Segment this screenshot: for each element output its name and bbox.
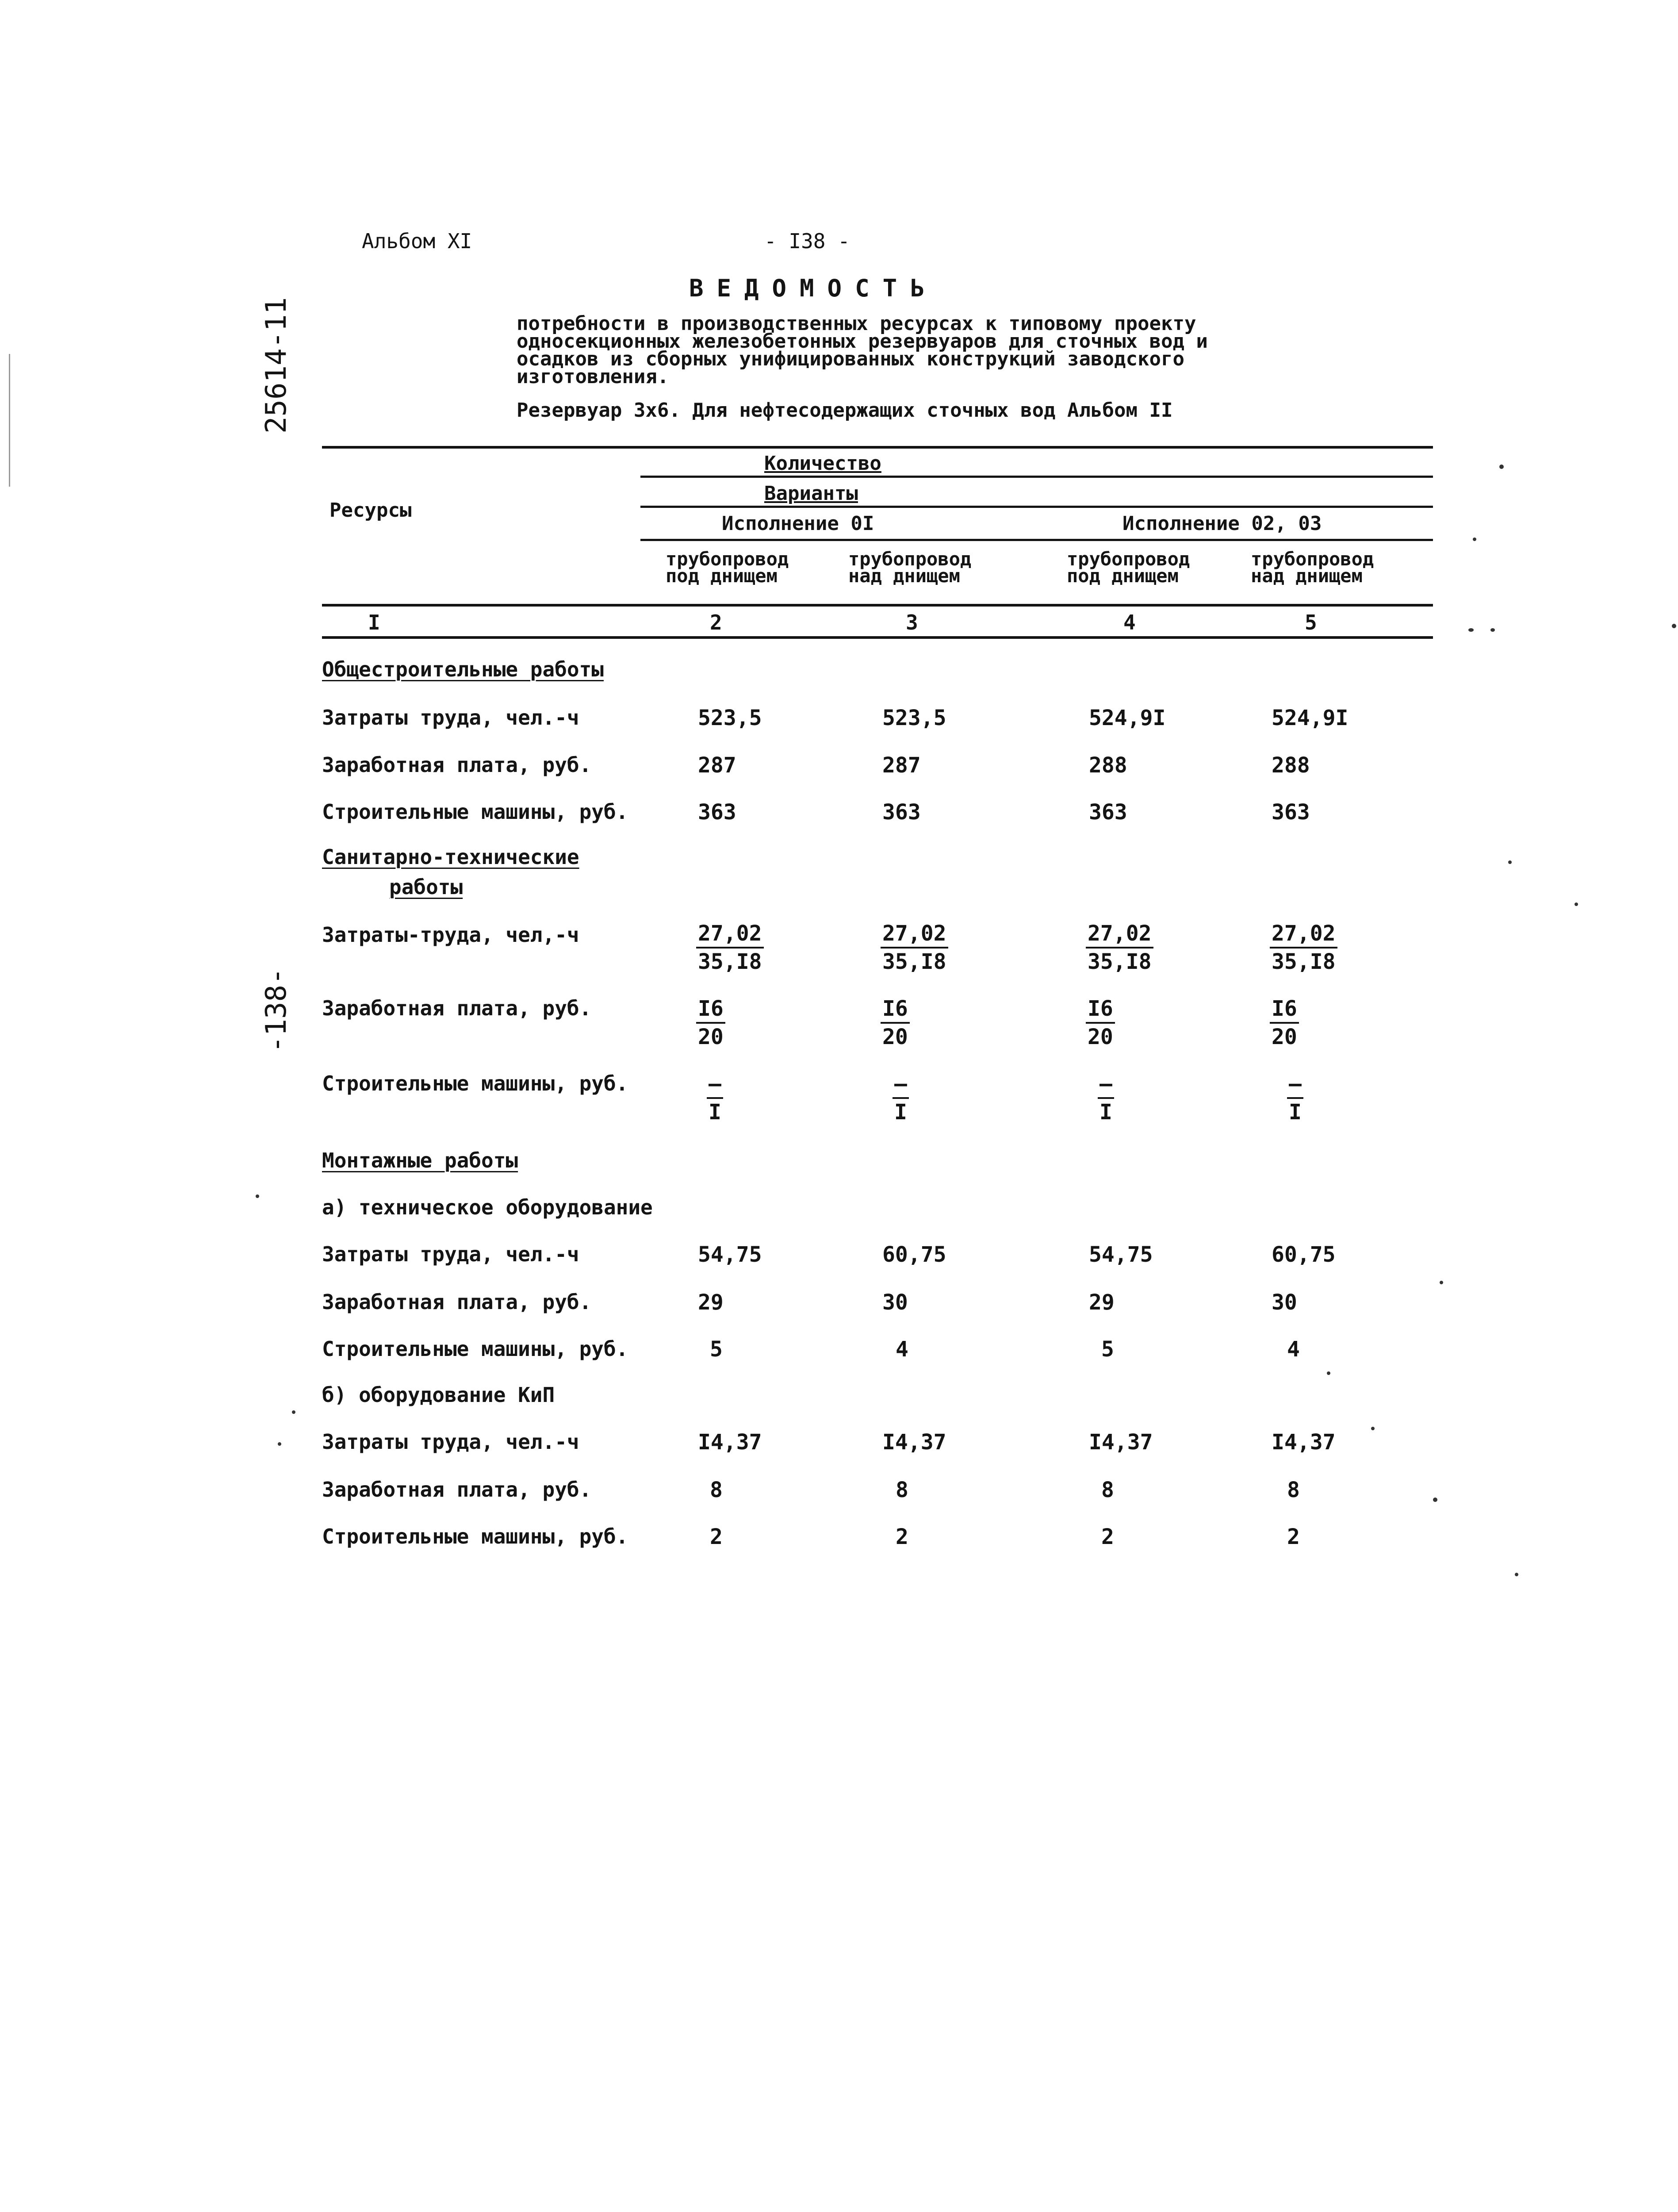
variants-rule bbox=[640, 506, 1433, 508]
section-general-construction: Общестроительные работы bbox=[322, 657, 604, 681]
fraction-cell bbox=[881, 995, 910, 1050]
fraction-denominator: 20 bbox=[1088, 1025, 1113, 1049]
variant-group-02-03: Исполнение 02, 03 bbox=[1122, 512, 1322, 535]
cell-value: 54,75 bbox=[1089, 1242, 1153, 1267]
cell-value: 363 bbox=[1272, 800, 1310, 825]
fraction-cell bbox=[696, 995, 725, 1050]
fraction-numerator: 27,02 bbox=[696, 920, 764, 949]
cell-value: 288 bbox=[1272, 753, 1310, 778]
cell-value: I4,37 bbox=[882, 1430, 946, 1455]
fraction-numerator: I6 bbox=[1086, 995, 1115, 1024]
cell-value: 30 bbox=[882, 1290, 908, 1315]
fraction-denominator: 35,I8 bbox=[882, 949, 946, 974]
fraction-cell bbox=[707, 1071, 723, 1125]
subcol-4-line-2: под днищем bbox=[1067, 565, 1179, 587]
colnum-1: I bbox=[368, 611, 380, 634]
cell-value: 8 bbox=[1101, 1478, 1114, 1502]
cell-value: 363 bbox=[882, 800, 921, 825]
scan-speck bbox=[1327, 1371, 1330, 1375]
cell-value: 4 bbox=[896, 1337, 908, 1362]
cell-value: I4,37 bbox=[698, 1430, 762, 1455]
colnum-bottom-rule bbox=[322, 636, 1433, 639]
cell-value: 29 bbox=[698, 1290, 724, 1315]
scan-speck bbox=[1672, 624, 1676, 628]
fraction-denominator: 35,I8 bbox=[698, 949, 762, 974]
row-label: Заработная плата, руб. bbox=[322, 996, 592, 1020]
cell-value: 8 bbox=[1287, 1478, 1300, 1502]
cell-value: 523,5 bbox=[882, 706, 946, 730]
subtitle-line-4: изготовления. bbox=[517, 365, 669, 388]
fraction-cell bbox=[1086, 995, 1115, 1050]
cell-value: 2 bbox=[1101, 1525, 1114, 1549]
fraction-cell bbox=[696, 920, 764, 975]
subcol-5-line-1: трубопровод bbox=[1251, 548, 1374, 570]
cell-value: 8 bbox=[896, 1478, 908, 1502]
section-sanitary-line-2: работы bbox=[389, 875, 463, 899]
colnum-5: 5 bbox=[1305, 611, 1317, 634]
fraction-cell bbox=[1270, 920, 1337, 975]
fraction-denominator: I bbox=[709, 1100, 721, 1125]
cell-value: 5 bbox=[710, 1337, 723, 1362]
row-label: Затраты труда, чел.-ч bbox=[322, 706, 579, 730]
colnum-4: 4 bbox=[1123, 611, 1136, 634]
subtitle-line-2: односекционных железобетонных резервуаров для сточных вод и bbox=[517, 330, 1208, 353]
row-label: Затраты труда, чел.-ч bbox=[322, 1430, 579, 1454]
scan-speck bbox=[1468, 628, 1474, 632]
row-label: Строительные машины, руб. bbox=[322, 800, 628, 824]
cell-value: 30 bbox=[1272, 1290, 1297, 1315]
fraction-numerator: 27,02 bbox=[881, 920, 948, 949]
subcol-5-line-2: над днищем bbox=[1251, 565, 1363, 587]
quantity-rule bbox=[640, 476, 1433, 478]
fraction-cell bbox=[881, 920, 948, 975]
subcol-2-line-2: под днищем bbox=[666, 565, 778, 587]
row-label: Строительные машины, руб. bbox=[322, 1525, 628, 1548]
subcol-4-header bbox=[1067, 548, 1190, 587]
fraction-denominator: I bbox=[1289, 1100, 1302, 1125]
fraction-numerator: 27,02 bbox=[1270, 920, 1337, 949]
cell-value: 287 bbox=[698, 753, 736, 778]
cell-value: 524,9I bbox=[1089, 706, 1166, 730]
row-label: Заработная плата, руб. bbox=[322, 753, 592, 777]
fraction-cell bbox=[1086, 920, 1153, 975]
resources-header: Ресурсы bbox=[329, 499, 412, 522]
execution-rule bbox=[640, 539, 1433, 541]
scan-speck bbox=[256, 1194, 259, 1198]
fraction-cell bbox=[1270, 995, 1299, 1050]
cell-value: 363 bbox=[1089, 800, 1127, 825]
cell-value: 5 bbox=[1101, 1337, 1114, 1362]
scan-speck bbox=[1575, 902, 1578, 906]
cell-value: 2 bbox=[896, 1525, 908, 1549]
cell-value: 2 bbox=[1287, 1525, 1300, 1549]
cell-value: 288 bbox=[1089, 753, 1127, 778]
fraction-numerator: I6 bbox=[881, 995, 910, 1024]
row-label: Затраты труда, чел.-ч bbox=[322, 1242, 579, 1266]
section-sanitary-line-1: Санитарно-технические bbox=[322, 845, 579, 869]
scan-speck bbox=[1499, 465, 1504, 469]
scan-edge-mark bbox=[9, 354, 10, 487]
cell-value: 287 bbox=[882, 753, 921, 778]
subcol-3-line-1: трубопровод bbox=[848, 548, 972, 570]
scan-speck bbox=[278, 1442, 281, 1446]
quantity-header: Количество bbox=[764, 452, 881, 475]
album-label: Альбом XI bbox=[362, 229, 472, 253]
fraction-denominator: 35,I8 bbox=[1088, 949, 1152, 974]
fraction-denominator: I bbox=[894, 1100, 907, 1125]
fraction-cell bbox=[1098, 1071, 1114, 1125]
cell-value: 60,75 bbox=[882, 1242, 946, 1267]
cell-value: 8 bbox=[710, 1478, 723, 1502]
colnum-2: 2 bbox=[710, 611, 722, 634]
subcol-4-line-1: трубопровод bbox=[1067, 548, 1190, 570]
fraction-cell bbox=[893, 1071, 909, 1125]
fraction-denominator: 20 bbox=[882, 1025, 908, 1049]
fraction-numerator: – bbox=[707, 1071, 723, 1099]
table-top-rule bbox=[322, 446, 1433, 449]
document-title: ВЕДОМОСТЬ bbox=[689, 274, 938, 302]
subcol-2-line-1: трубопровод bbox=[666, 548, 789, 570]
cell-value: 363 bbox=[698, 800, 736, 825]
row-label: Затраты-труда, чел,-ч bbox=[322, 923, 579, 947]
fraction-numerator: – bbox=[1287, 1071, 1303, 1099]
subsection-technical-equipment: а) техническое оборудование bbox=[322, 1195, 653, 1219]
fraction-numerator: 27,02 bbox=[1086, 920, 1153, 949]
subcol-3-header bbox=[848, 548, 972, 587]
cell-value: 29 bbox=[1089, 1290, 1115, 1315]
cell-value: I4,37 bbox=[1089, 1430, 1153, 1455]
fraction-denominator: I bbox=[1100, 1100, 1112, 1125]
section-installation: Монтажные работы bbox=[322, 1148, 518, 1172]
page-number: - I38 - bbox=[764, 229, 850, 253]
cell-value: 523,5 bbox=[698, 706, 762, 730]
scan-speck bbox=[1508, 860, 1512, 864]
row-label: Строительные машины, руб. bbox=[322, 1337, 628, 1361]
cell-value: I4,37 bbox=[1272, 1430, 1336, 1455]
variants-header: Варианты bbox=[764, 482, 858, 505]
fraction-numerator: – bbox=[1098, 1071, 1114, 1099]
margin-note-top: 25614-11 bbox=[260, 297, 293, 434]
cell-value: 4 bbox=[1287, 1337, 1300, 1362]
subtitle-line-1: потребности в производственных ресурсах к типовому проекту bbox=[517, 312, 1196, 335]
reservoir-line: Резервуар 3х6. Для нефтесодержащих сточных вод Альбом II bbox=[517, 399, 1173, 422]
fraction-denominator: 20 bbox=[698, 1025, 724, 1049]
subcol-5-header bbox=[1251, 548, 1374, 587]
header-bottom-rule bbox=[322, 604, 1433, 607]
scan-speck bbox=[1371, 1427, 1375, 1430]
row-label: Заработная плата, руб. bbox=[322, 1478, 592, 1502]
variant-group-01: Исполнение 0I bbox=[722, 512, 874, 535]
scan-speck bbox=[1473, 538, 1476, 541]
scan-speck bbox=[1515, 1573, 1518, 1576]
scan-speck bbox=[1433, 1498, 1437, 1502]
subcol-3-line-2: над днищем bbox=[848, 565, 960, 587]
cell-value: 524,9I bbox=[1272, 706, 1349, 730]
fraction-numerator: I6 bbox=[696, 995, 725, 1024]
fraction-denominator: 35,I8 bbox=[1272, 949, 1336, 974]
scan-speck bbox=[1440, 1281, 1443, 1284]
cell-value: 2 bbox=[710, 1525, 723, 1549]
subtitle-line-3: осадков из сборных унифицированных конструкций заводского bbox=[517, 348, 1184, 370]
scan-speck bbox=[292, 1410, 295, 1414]
fraction-numerator: – bbox=[893, 1071, 909, 1099]
colnum-3: 3 bbox=[906, 611, 918, 634]
cell-value: 60,75 bbox=[1272, 1242, 1336, 1267]
subcol-2-header bbox=[666, 548, 789, 587]
margin-note-mid: -138- bbox=[260, 968, 293, 1053]
cell-value: 54,75 bbox=[698, 1242, 762, 1267]
fraction-numerator: I6 bbox=[1270, 995, 1299, 1024]
subsection-kip-equipment: б) оборудование КиП bbox=[322, 1383, 555, 1407]
fraction-cell bbox=[1287, 1071, 1303, 1125]
row-label: Строительные машины, руб. bbox=[322, 1071, 628, 1095]
scan-speck bbox=[1490, 628, 1495, 632]
fraction-denominator: 20 bbox=[1272, 1025, 1297, 1049]
row-label: Заработная плата, руб. bbox=[322, 1290, 592, 1314]
